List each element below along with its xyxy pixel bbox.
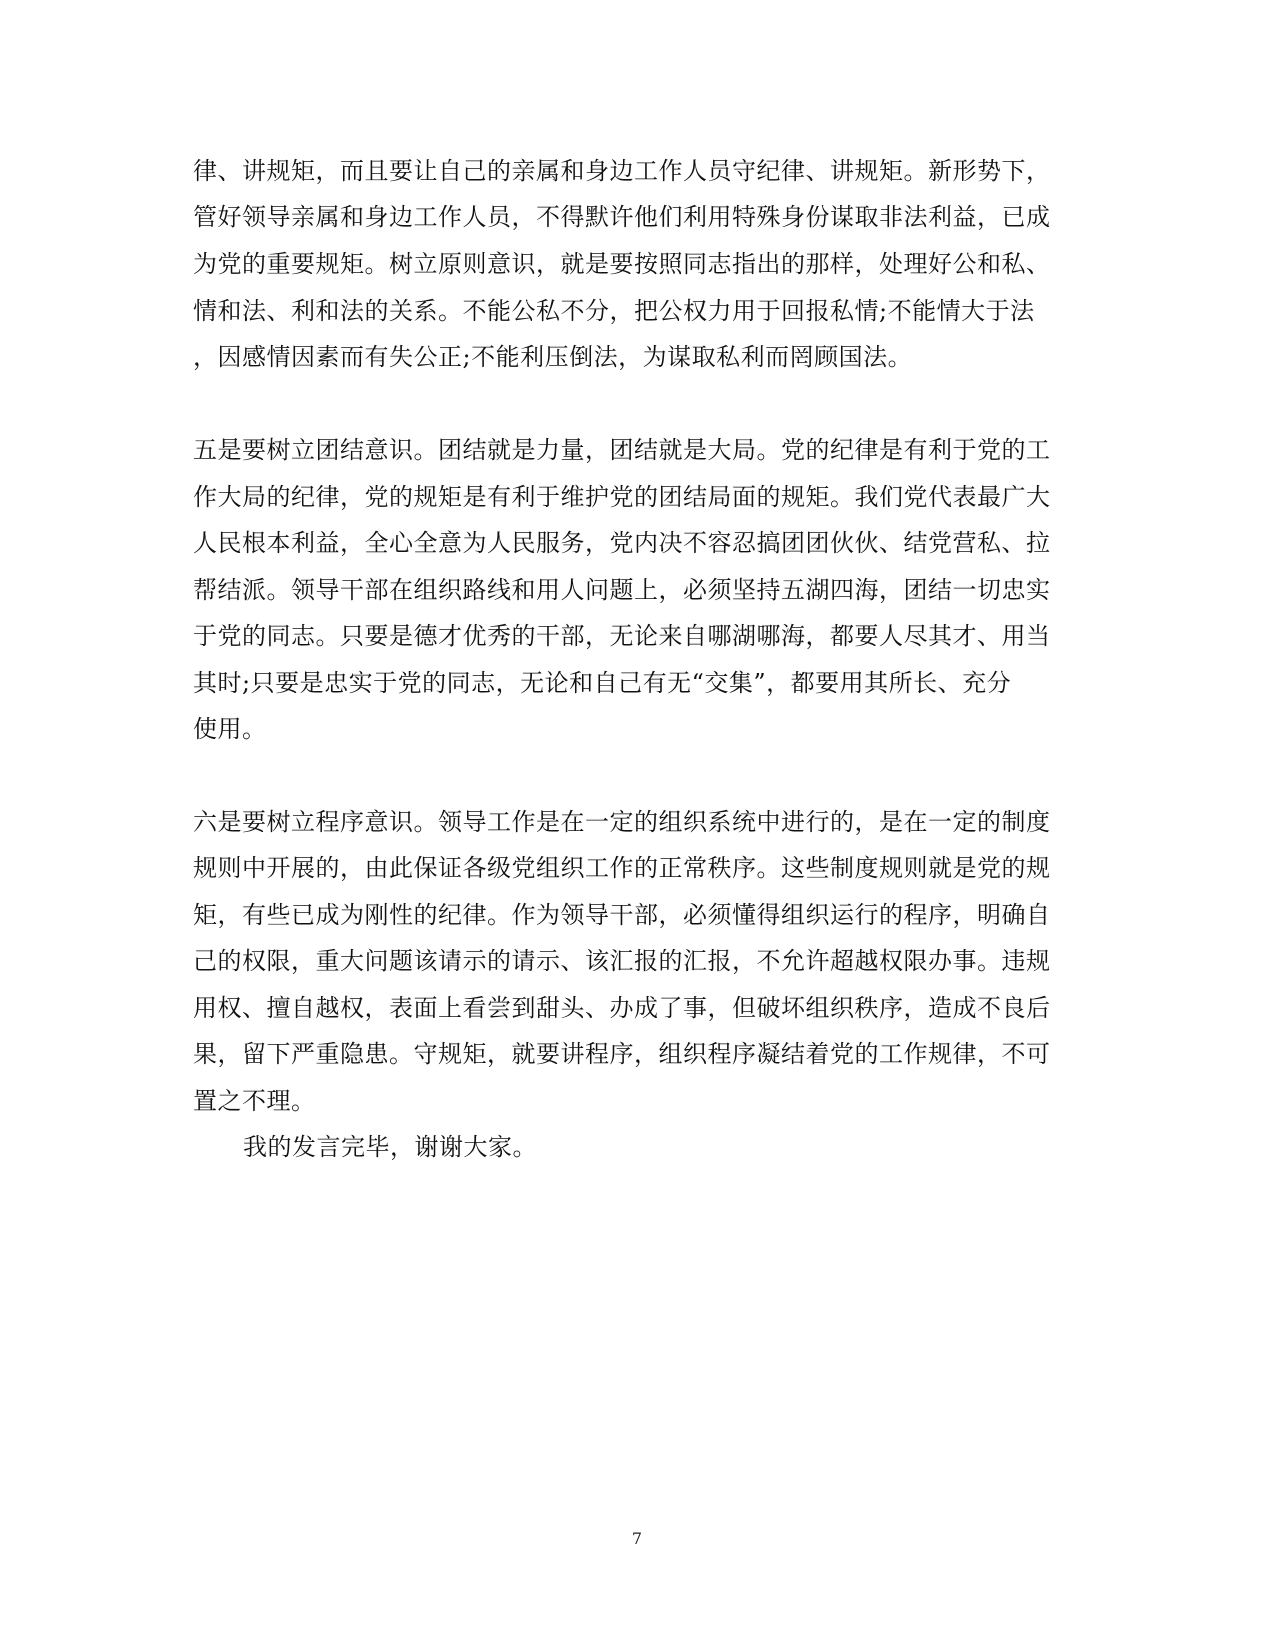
text-line: 五是要树立团结意识。团结就是力量，团结就是大局。党的纪律是有利于党的工 <box>193 436 1051 464</box>
text-line: 使用。 <box>193 715 267 743</box>
text-line: 情和法、利和法的关系。不能公私不分，把公权力用于回报私情;不能情大于法 <box>193 297 1035 325</box>
text-line: 六是要树立程序意识。领导工作是在一定的组织系统中进行的，是在一定的制度 <box>193 808 1051 836</box>
text-line: 己的权限，重大问题该请示的请示、该汇报的汇报，不允许超越权限办事。违规 <box>193 947 1051 975</box>
text-line: 为党的重要规矩。树立原则意识，就是要按照同志指出的那样，处理好公和私、 <box>193 250 1051 278</box>
text-line: 矩，有些已成为刚性的纪律。作为领导干部，必须懂得组织运行的程序，明确自 <box>193 901 1051 929</box>
text-line: 人民根本利益，全心全意为人民服务，党内决不容忍搞团团伙伙、结党营私、拉 <box>193 529 1051 557</box>
text-line: 规则中开展的，由此保证各级党组织工作的正常秩序。这些制度规则就是党的规 <box>193 854 1051 882</box>
text-line: 律、讲规矩，而且要让自己的亲属和身边工作人员守纪律、讲规矩。新形势下， <box>193 157 1051 185</box>
text-line: 帮结派。领导干部在组织路线和用人问题上，必须坚持五湖四海，团结一切忠实 <box>193 576 1051 604</box>
text-line: 置之不理。 <box>193 1087 316 1115</box>
text-line: 于党的同志。只要是德才优秀的干部，无论来自哪湖哪海，都要人尽其才、用当 <box>193 622 1051 650</box>
text-line: ，因感情因素而有失公正;不能利压倒法，为谋取私利而罔顾国法。 <box>193 343 913 371</box>
closing-line: 我的发言完毕，谢谢大家。 <box>243 1133 537 1161</box>
text-line: 果，留下严重隐患。守规矩，就要讲程序，组织程序凝结着党的工作规律，不可 <box>193 1040 1051 1068</box>
page-number: 7 <box>631 1529 643 1548</box>
text-line: 作大局的纪律，党的规矩是有利于维护党的团结局面的规矩。我们党代表最广大 <box>193 483 1051 511</box>
text-line: 用权、擅自越权，表面上看尝到甜头、办成了事，但破坏组织秩序，造成不良后 <box>193 994 1051 1022</box>
text-line: 管好领导亲属和身边工作人员，不得默许他们利用特殊身份谋取非法利益，已成 <box>193 203 1051 231</box>
text-line: 其时;只要是忠实于党的同志，无论和自己有无“交集”，都要用其所长、充分 <box>193 669 1012 697</box>
